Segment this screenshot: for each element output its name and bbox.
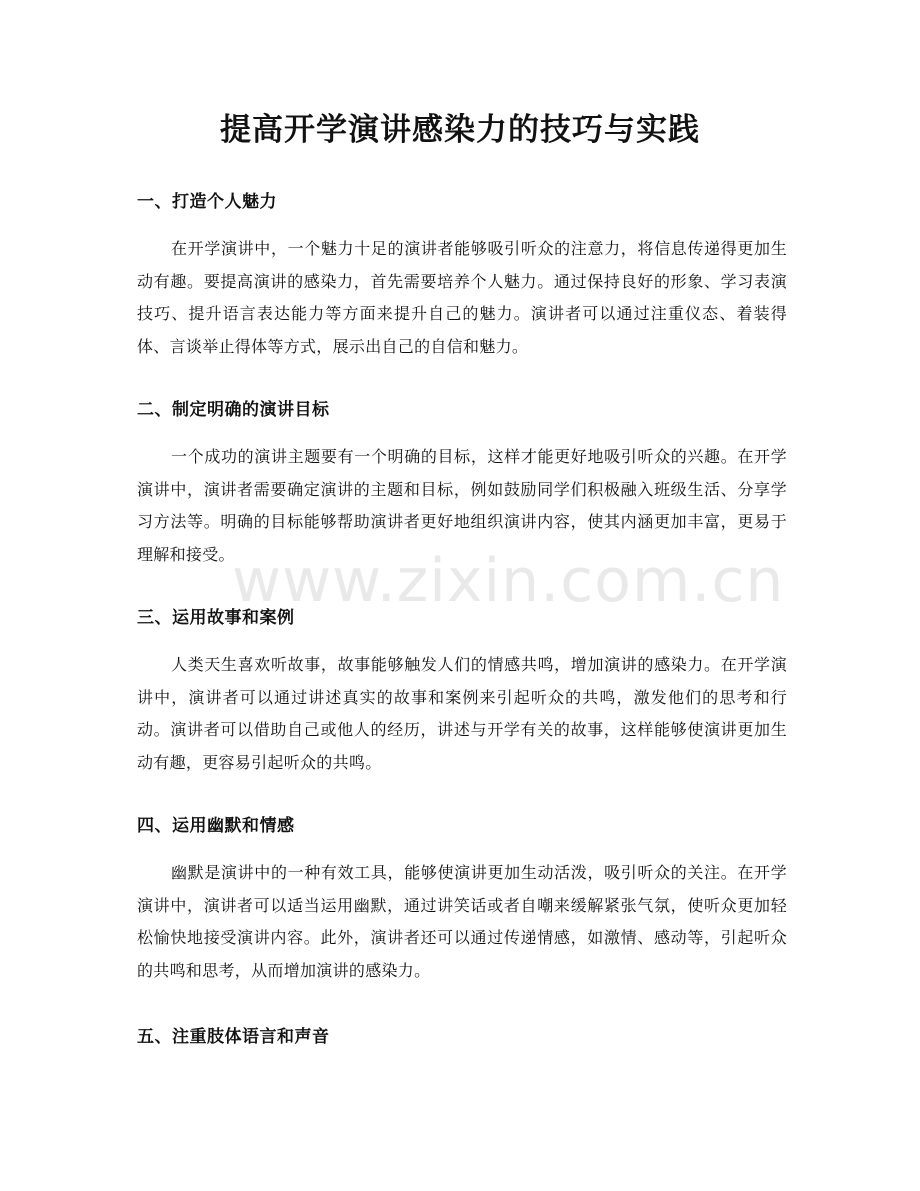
- page-title: 提高开学演讲感染力的技巧与实践: [220, 112, 700, 148]
- section-stories-cases: [137, 606, 787, 779]
- section-paragraph: 一个成功的演讲主题要有一个明确的目标，这样才能更好地吸引听众的兴趣。在开学演讲中，演讲者需要确定演讲的主题和目标，例如鼓励同学们积极融入班级生活、分享学习方法等。明确的目标能够帮助演讲者更好地组织演讲内容，使其内涵更加丰富，更易于理解和接受。: [137, 447, 787, 564]
- section-heading: 五、注重肢体语言和声音: [137, 1027, 330, 1047]
- section-speech-goals: [137, 398, 787, 571]
- section-paragraph: 人类天生喜欢听故事，故事能够触发人们的情感共鸣，增加演讲的感染力。在开学演讲中，演讲者可以通过讲述真实的故事和案例来引起听众的共鸣，激发他们的思考和行动。演讲者可以借助自己或他人的经历，讲述与开学有关的故事，这样能够使演讲更加生动有趣，更容易引起听众的共鸣。: [137, 655, 787, 772]
- section-humor-emotion: [137, 814, 787, 987]
- section-heading: 二、制定明确的演讲目标: [137, 400, 330, 420]
- section-paragraph: 在开学演讲中，一个魅力十足的演讲者能够吸引听众的注意力，将信息传递得更加生动有趣。要提高演讲的感染力，首先需要培养个人魅力。通过保持良好的形象、学习表演技巧、提升语言表达能力等方面来提升自己的魅力。演讲者可以通过注重仪态、着装得体、言谈举止得体等方式，展示出自己的自信和魅力。: [137, 239, 787, 356]
- section-personal-charm: [137, 190, 787, 363]
- section-paragraph: 幽默是演讲中的一种有效工具，能够使演讲更加生动活泼，吸引听众的关注。在开学演讲中，演讲者可以适当运用幽默，通过讲笑话或者自嘲来缓解紧张气氛，使听众更加轻松愉快地接受演讲内容。此外，演讲者还可以通过传递情感，如激情、感动等，引起听众的共鸣和思考，从而增加演讲的感染力。: [137, 863, 787, 980]
- section-body-language-voice: [137, 1025, 787, 1049]
- section-heading: 一、打造个人魅力: [137, 192, 277, 212]
- section-heading: 三、运用故事和案例: [137, 608, 295, 628]
- section-heading: 四、运用幽默和情感: [137, 816, 295, 836]
- watermark-text: www.zixin.com.cn: [232, 546, 785, 616]
